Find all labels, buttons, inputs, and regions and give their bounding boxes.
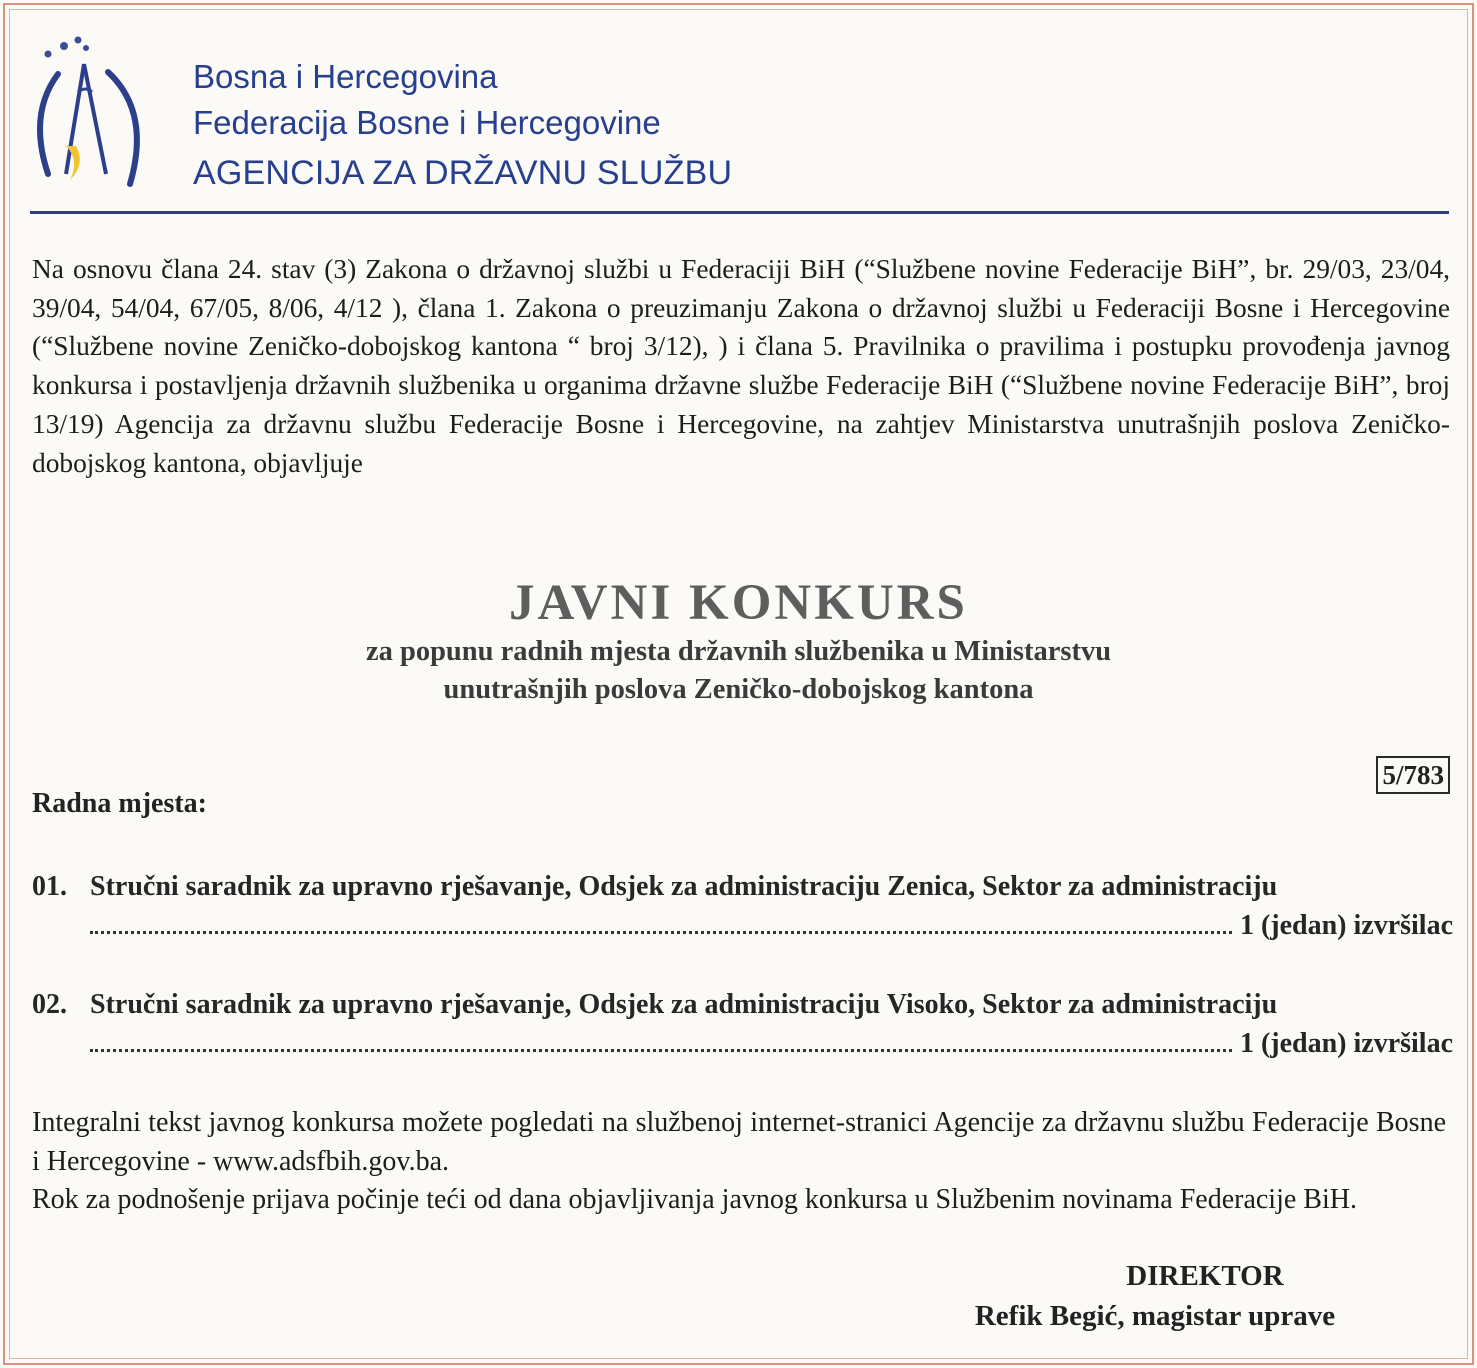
subtitle-line-2: unutrašnjih poslova Zeničko-dobojskog kantona <box>443 674 1034 705</box>
closing-paragraph-deadline: Rok za podnošenje prijava počinje teći od dana objavljivanja javnog konkursa u Službenim novinama Federacije BiH. <box>32 1184 1357 1215</box>
position-title: Stručni saradnik za upravno rješavanje, Odsjek za administraciju Visoko, Sektor za administraciju <box>90 989 1278 1020</box>
position-count: 1 (jedan) izvršilac <box>1239 1028 1453 1059</box>
header-divider <box>30 211 1449 214</box>
signature-role: DIREKTOR <box>1126 1260 1284 1292</box>
position-title-line <box>32 986 1453 1024</box>
org-federation: Federacija Bosne i Hercegovine <box>193 104 661 141</box>
position-count-line <box>90 1024 1453 1064</box>
intro-paragraph: Na osnovu člana 24. stav (3) Zakona o državnoj službi u Federaciji BiH (“Službene novine Federacije BiH”, br. 29/03, 23/04, 39/04, 54/04, 67/05, 8/06, 4/12 ), člana 1. Zakona o preuzimanju Zakona o državnoj službi u Federaciji Bosne i Hercegovine (“Službene novine Zeničko-dobojskog kantona “ broj 3/12), ) i člana 5. Pravilnika o pravilima i postupku provođenja javnog konkursa i postavljenja državnih službenika u organima državne službe Federacije BiH (“Službene novine Federacije BiH”, broj 13/19) Agencija za državnu službu Federacije Bosne i Hercegovine, na zahtjev Ministarstva unutrašnjih poslova Zeničko-dobojskog kantona, objavljuje <box>32 254 1450 478</box>
org-agency: AGENCIJA ZA DRŽAVNU SLUŽBU <box>193 154 733 192</box>
dot-leader <box>90 931 1232 934</box>
position-number: 02. <box>32 989 67 1020</box>
signature-name: Refik Begić, magistar uprave <box>974 1300 1336 1332</box>
position-item <box>32 986 1453 1064</box>
closing-paragraph-website: Integralni tekst javnog konkursa možete pogledati na službenoj internet-stranici Agencije za državnu službu Federacije Bosne i Hercegovine - www.adsfbih.gov.ba. <box>32 1107 1446 1177</box>
subtitle-line-1: za popunu radnih mjesta državnih službenika u Ministarstvu <box>365 636 1112 667</box>
position-number: 01. <box>32 871 67 902</box>
dot-leader <box>90 1049 1232 1052</box>
agency-logo <box>26 34 161 199</box>
position-title-line <box>32 868 1453 906</box>
reference-number: 5/783 <box>1376 756 1450 794</box>
position-count: 1 (jedan) izvršilac <box>1239 910 1453 941</box>
positions-heading: Radna mjesta: <box>32 788 207 819</box>
closing-text <box>32 1104 1446 1220</box>
position-title: Stručni saradnik za upravno rješavanje, Odsjek za administraciju Zenica, Sektor za administraciju <box>90 871 1278 902</box>
position-item <box>32 868 1453 946</box>
org-country: Bosna i Hercegovina <box>193 58 498 95</box>
notice-title: JAVNI KONKURS <box>509 575 968 631</box>
position-count-line <box>90 906 1453 946</box>
notice-subtitle <box>0 633 1477 709</box>
